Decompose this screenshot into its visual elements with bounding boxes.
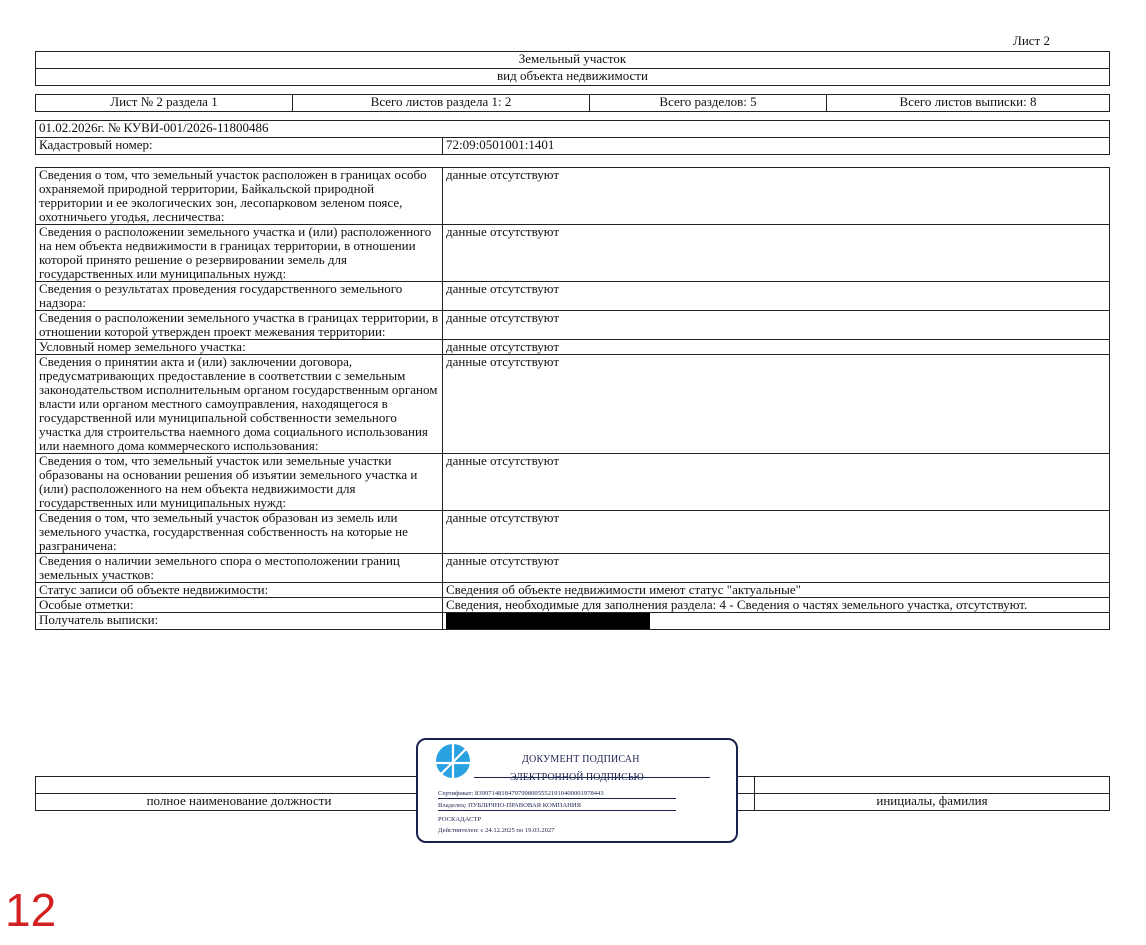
stamp-owner: Владелец: ПУБЛИЧНО-ПРАВОВАЯ КОМПАНИЯ	[438, 802, 582, 809]
redaction-bar	[446, 613, 650, 629]
object-kind: вид объекта недвижимости	[36, 69, 1110, 86]
detail-value: Сведения об объекте недвижимости имеют статус "актуальные"	[443, 583, 1110, 598]
detail-row	[36, 340, 1110, 355]
detail-row	[36, 311, 1110, 340]
detail-label: Условный номер земельного участка:	[36, 340, 443, 355]
detail-label: Сведения о расположении земельного участка и (или) расположенного на нем объекта недвижимости в границах территории, в отношении которой принято решение о резервировании земель для государственных или муниципальных нужд:	[36, 225, 443, 282]
detail-row	[36, 355, 1110, 454]
detail-value: данные отсутствуют	[443, 340, 1110, 355]
stamp-certificate: Сертификат: 839971481847979980055521910400001978443	[438, 790, 604, 797]
name-caption: инициалы, фамилия	[755, 794, 1110, 811]
detail-row	[36, 511, 1110, 554]
electronic-signature-stamp	[416, 738, 738, 843]
detail-value: Сведения, необходимые для заполнения раздела: 4 - Сведения о частях земельного участка, отсутствуют.	[443, 598, 1110, 613]
stamp-underline-1	[438, 798, 676, 799]
detail-row	[36, 282, 1110, 311]
reference-table	[35, 120, 1110, 155]
detail-row	[36, 225, 1110, 282]
detail-value: данные отсутствуют	[443, 311, 1110, 340]
extract-sheets-total: Всего листов выписки: 8	[827, 95, 1110, 112]
detail-row	[36, 554, 1110, 583]
rosreestr-logo-icon	[434, 742, 472, 780]
details-table	[35, 167, 1110, 630]
detail-label: Особые отметки:	[36, 598, 443, 613]
section-sheet: Лист № 2 раздела 1	[36, 95, 293, 112]
page-number: 12	[5, 884, 57, 936]
cadastral-label: Кадастровый номер:	[36, 138, 443, 155]
detail-label: Статус записи об объекте недвижимости:	[36, 583, 443, 598]
detail-value: данные отсутствуют	[443, 454, 1110, 511]
detail-value: данные отсутствуют	[443, 168, 1110, 225]
object-header	[35, 51, 1110, 86]
object-title: Земельный участок	[36, 52, 1110, 69]
sections-total: Всего разделов: 5	[590, 95, 827, 112]
detail-value: данные отсутствуют	[443, 554, 1110, 583]
detail-label: Сведения о том, что земельный участок образован из земель или земельного участка, государственная собственность на которые не разграничена:	[36, 511, 443, 554]
reference-number: 01.02.2026г. № КУВИ-001/2026-11800486	[36, 121, 1110, 138]
detail-label: Сведения о результатах проведения государственного земельного надзора:	[36, 282, 443, 311]
recipient-row	[36, 613, 1110, 630]
sheet-number: Лист 2	[1013, 33, 1050, 48]
cadastral-value: 72:09:0501001:1401	[443, 138, 1110, 155]
detail-label: Сведения о том, что земельный участок или земельные участки образованы на основании решения об изъятии земельного участка и (или) расположенного на нем объекта недвижимости для государственных или муниципальных нужд:	[36, 454, 443, 511]
detail-label: Сведения о принятии акта и (или) заключении договора, предусматривающих предоставление в соответствии с земельным законодательством исполнительным органом государственным органом власти или органом местного самоуправления, находящегося в государственной или муниципальной собственности земельного участка для строительства наемного дома социального использования или наемного дома коммерческого использования:	[36, 355, 443, 454]
position-cell	[36, 777, 443, 794]
detail-value: данные отсутствуют	[443, 355, 1110, 454]
stamp-validity: Действителен: с 24.12.2025 по 19.03.2027	[438, 827, 555, 834]
detail-row	[36, 583, 1110, 598]
detail-row	[36, 168, 1110, 225]
detail-value: данные отсутствуют	[443, 225, 1110, 282]
name-cell	[755, 777, 1110, 794]
detail-label: Сведения о том, что земельный участок расположен в границах особо охраняемой природной территории, Байкальской природной территории и ее экологических зон, лесопарковом зеленом поясе, охотничьего угодья, лесничества:	[36, 168, 443, 225]
detail-value: данные отсутствуют	[443, 282, 1110, 311]
recipient-value	[443, 613, 1110, 630]
section-sheets-total: Всего листов раздела 1: 2	[293, 95, 590, 112]
stamp-title-line2: ЭЛЕКТРОННОЙ ПОДПИСЬЮ	[510, 772, 644, 783]
stamp-underline-2	[438, 810, 676, 811]
detail-row	[36, 454, 1110, 511]
stamp-title-line1: ДОКУМЕНТ ПОДПИСАН	[522, 754, 640, 765]
detail-row	[36, 598, 1110, 613]
detail-value: данные отсутствуют	[443, 511, 1110, 554]
position-caption: полное наименование должности	[36, 794, 443, 811]
stamp-owner-2: РОСКАДАСТР	[438, 816, 482, 823]
recipient-label: Получатель выписки:	[36, 613, 443, 630]
detail-label: Сведения о наличии земельного спора о местоположении границ земельных участков:	[36, 554, 443, 583]
detail-label: Сведения о расположении земельного участка в границах территории, в отношении которой утвержден проект межевания территории:	[36, 311, 443, 340]
sheet-info-row	[35, 94, 1110, 112]
